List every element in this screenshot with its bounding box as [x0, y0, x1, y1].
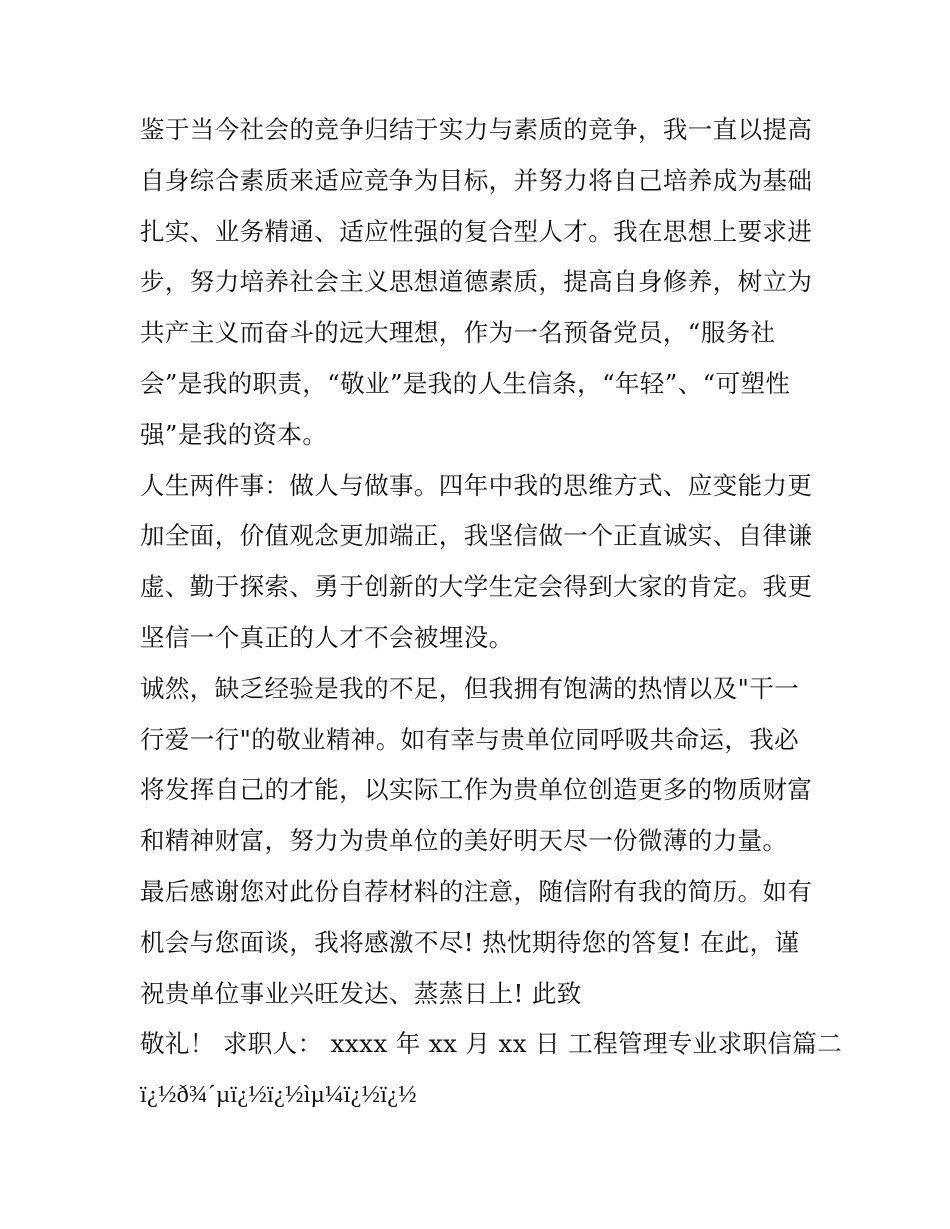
paragraph-line: 虚、勤于探索、勇于创新的大学生定会得到大家的肯定。我更: [140, 572, 813, 602]
paragraph-line: 会”是我的职责，“敬业”是我的人生信条，“年轻”、“可塑性: [140, 368, 791, 398]
paragraph-line: 将发挥自己的才能，以实际工作为贵单位创造更多的物质财富: [140, 775, 813, 805]
paragraph-line: 鉴于当今社会的竞争归结于实力与素质的竞争，我一直以提高: [140, 115, 813, 144]
paragraph-line: 行爱一行"的敬业精神。如有幸与贵单位同呼吸共命运，我必: [140, 724, 800, 754]
paragraph-line: 祝贵单位事业兴旺发达、蒸蒸日上! 此致: [140, 978, 582, 1008]
paragraph-line: 扎实、业务精通、适应性强的复合型人才。我在思想上要求进: [140, 216, 813, 246]
paragraph-line: 加全面，价值观念更加端正，我坚信做一个正直诚实、自律谦: [140, 521, 813, 551]
letter-body: [140, 108, 843, 1124]
paragraph-line: 强”是我的资本。: [140, 419, 328, 449]
paragraph-line: 共产主义而奋斗的远大理想，作为一名预备党员，“服务社: [140, 318, 776, 348]
paragraph-line: 和精神财富，努力为贵单位的美好明天尽一份微薄的力量。: [140, 826, 788, 856]
paragraph-line: 步，努力培养社会主义思想道德素质，提高自身修养，树立为: [140, 267, 813, 297]
paragraph-line: 诚然，缺乏经验是我的不足，但我拥有饱满的热情以及"干一: [140, 673, 800, 703]
paragraph-line: 自身综合素质来适应竞争为目标，并努力将自己培养成为基础: [140, 165, 813, 195]
signature-line: 敬礼！ 求职人： xxxx 年 xx 月 xx 日 工程管理专业求职信篇二: [140, 1029, 843, 1059]
paragraph-line: 坚信一个真正的人才不会被埋没。: [140, 622, 514, 652]
paragraph-line: 最后感谢您对此份自荐材料的注意，随信附有我的简历。如有: [140, 876, 813, 906]
paragraph-line: 人生两件事：做人与做事。四年中我的思维方式、应变能力更: [140, 470, 813, 500]
paragraph-line: 机会与您面谈，我将感激不尽! 热忱期待您的答复! 在此，谨: [140, 927, 800, 957]
garbled-text-line: ï¿½ð¾´µï¿½ï¿½ìµ¼ï¿½ï¿½: [140, 1081, 417, 1109]
